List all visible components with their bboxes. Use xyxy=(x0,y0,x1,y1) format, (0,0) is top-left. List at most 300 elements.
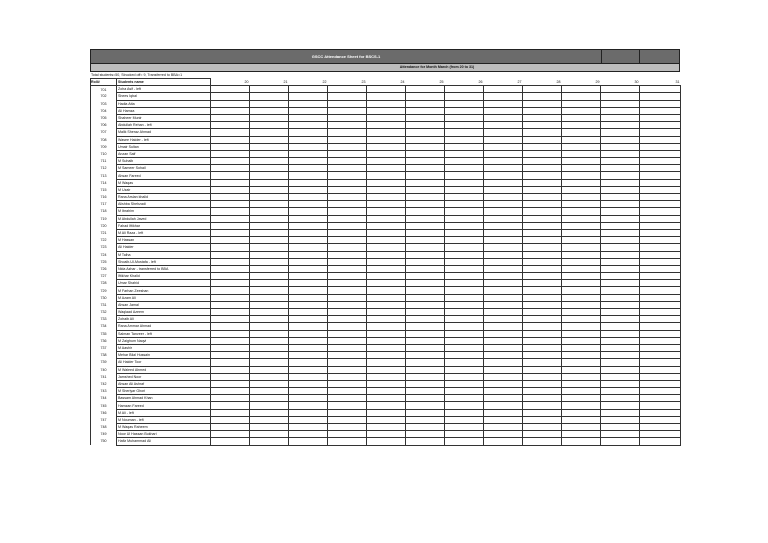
attendance-cell-24[interactable] xyxy=(367,194,406,201)
attendance-cell-22[interactable] xyxy=(289,258,328,265)
attendance-cell-22[interactable] xyxy=(289,287,328,294)
attendance-cell-31[interactable] xyxy=(640,416,681,423)
attendance-cell-23[interactable] xyxy=(328,222,367,229)
attendance-cell-30[interactable] xyxy=(601,251,640,258)
attendance-cell-20[interactable] xyxy=(211,208,250,215)
attendance-cell-29[interactable] xyxy=(562,114,601,121)
attendance-cell-26[interactable] xyxy=(445,150,484,157)
attendance-cell-26[interactable] xyxy=(445,186,484,193)
attendance-cell-21[interactable] xyxy=(250,179,289,186)
attendance-cell-27[interactable] xyxy=(484,438,523,445)
attendance-cell-30[interactable] xyxy=(601,136,640,143)
attendance-cell-22[interactable] xyxy=(289,273,328,280)
attendance-cell-25[interactable] xyxy=(406,179,445,186)
attendance-cell-22[interactable] xyxy=(289,222,328,229)
attendance-cell-31[interactable] xyxy=(640,330,681,337)
attendance-cell-24[interactable] xyxy=(367,316,406,323)
attendance-cell-20[interactable] xyxy=(211,158,250,165)
attendance-cell-31[interactable] xyxy=(640,150,681,157)
attendance-cell-26[interactable] xyxy=(445,222,484,229)
attendance-cell-24[interactable] xyxy=(367,359,406,366)
attendance-cell-26[interactable] xyxy=(445,337,484,344)
attendance-cell-27[interactable] xyxy=(484,100,523,107)
attendance-cell-22[interactable] xyxy=(289,208,328,215)
attendance-cell-31[interactable] xyxy=(640,158,681,165)
attendance-cell-23[interactable] xyxy=(328,359,367,366)
attendance-cell-24[interactable] xyxy=(367,337,406,344)
attendance-cell-21[interactable] xyxy=(250,301,289,308)
attendance-cell-21[interactable] xyxy=(250,201,289,208)
attendance-cell-22[interactable] xyxy=(289,251,328,258)
attendance-cell-20[interactable] xyxy=(211,86,250,93)
attendance-cell-28[interactable] xyxy=(523,409,562,416)
attendance-cell-27[interactable] xyxy=(484,150,523,157)
attendance-cell-21[interactable] xyxy=(250,129,289,136)
attendance-cell-25[interactable] xyxy=(406,330,445,337)
attendance-cell-28[interactable] xyxy=(523,273,562,280)
attendance-cell-22[interactable] xyxy=(289,395,328,402)
attendance-cell-21[interactable] xyxy=(250,287,289,294)
attendance-cell-30[interactable] xyxy=(601,402,640,409)
attendance-cell-28[interactable] xyxy=(523,114,562,121)
attendance-cell-25[interactable] xyxy=(406,424,445,431)
attendance-cell-30[interactable] xyxy=(601,323,640,330)
attendance-cell-29[interactable] xyxy=(562,265,601,272)
attendance-cell-29[interactable] xyxy=(562,208,601,215)
attendance-cell-25[interactable] xyxy=(406,129,445,136)
attendance-cell-26[interactable] xyxy=(445,143,484,150)
attendance-cell-25[interactable] xyxy=(406,373,445,380)
attendance-cell-27[interactable] xyxy=(484,194,523,201)
attendance-cell-20[interactable] xyxy=(211,165,250,172)
attendance-cell-22[interactable] xyxy=(289,194,328,201)
attendance-cell-24[interactable] xyxy=(367,86,406,93)
attendance-cell-21[interactable] xyxy=(250,122,289,129)
attendance-cell-28[interactable] xyxy=(523,280,562,287)
attendance-cell-20[interactable] xyxy=(211,122,250,129)
attendance-cell-21[interactable] xyxy=(250,316,289,323)
attendance-cell-29[interactable] xyxy=(562,294,601,301)
attendance-cell-21[interactable] xyxy=(250,280,289,287)
attendance-cell-20[interactable] xyxy=(211,323,250,330)
attendance-cell-30[interactable] xyxy=(601,150,640,157)
attendance-cell-28[interactable] xyxy=(523,352,562,359)
attendance-cell-27[interactable] xyxy=(484,395,523,402)
attendance-cell-26[interactable] xyxy=(445,424,484,431)
attendance-cell-26[interactable] xyxy=(445,316,484,323)
attendance-cell-30[interactable] xyxy=(601,194,640,201)
attendance-cell-23[interactable] xyxy=(328,344,367,351)
attendance-cell-22[interactable] xyxy=(289,424,328,431)
attendance-cell-22[interactable] xyxy=(289,388,328,395)
attendance-cell-23[interactable] xyxy=(328,86,367,93)
attendance-cell-31[interactable] xyxy=(640,359,681,366)
attendance-cell-22[interactable] xyxy=(289,237,328,244)
attendance-cell-22[interactable] xyxy=(289,129,328,136)
attendance-cell-28[interactable] xyxy=(523,330,562,337)
attendance-cell-24[interactable] xyxy=(367,438,406,445)
attendance-cell-24[interactable] xyxy=(367,380,406,387)
attendance-cell-29[interactable] xyxy=(562,107,601,114)
attendance-cell-21[interactable] xyxy=(250,208,289,215)
attendance-cell-23[interactable] xyxy=(328,323,367,330)
attendance-cell-24[interactable] xyxy=(367,229,406,236)
attendance-cell-30[interactable] xyxy=(601,158,640,165)
attendance-cell-30[interactable] xyxy=(601,273,640,280)
attendance-cell-30[interactable] xyxy=(601,280,640,287)
attendance-cell-27[interactable] xyxy=(484,201,523,208)
attendance-cell-30[interactable] xyxy=(601,352,640,359)
attendance-cell-20[interactable] xyxy=(211,229,250,236)
attendance-cell-24[interactable] xyxy=(367,150,406,157)
attendance-cell-25[interactable] xyxy=(406,352,445,359)
attendance-cell-28[interactable] xyxy=(523,100,562,107)
attendance-cell-29[interactable] xyxy=(562,316,601,323)
attendance-cell-29[interactable] xyxy=(562,158,601,165)
attendance-cell-29[interactable] xyxy=(562,388,601,395)
attendance-cell-20[interactable] xyxy=(211,258,250,265)
attendance-cell-22[interactable] xyxy=(289,143,328,150)
attendance-cell-30[interactable] xyxy=(601,179,640,186)
attendance-cell-21[interactable] xyxy=(250,424,289,431)
attendance-cell-24[interactable] xyxy=(367,143,406,150)
attendance-cell-30[interactable] xyxy=(601,359,640,366)
attendance-cell-21[interactable] xyxy=(250,158,289,165)
attendance-cell-30[interactable] xyxy=(601,330,640,337)
attendance-cell-21[interactable] xyxy=(250,359,289,366)
attendance-cell-31[interactable] xyxy=(640,273,681,280)
attendance-cell-31[interactable] xyxy=(640,86,681,93)
attendance-cell-26[interactable] xyxy=(445,373,484,380)
attendance-cell-20[interactable] xyxy=(211,337,250,344)
attendance-cell-25[interactable] xyxy=(406,93,445,100)
attendance-cell-26[interactable] xyxy=(445,359,484,366)
attendance-cell-26[interactable] xyxy=(445,287,484,294)
attendance-cell-27[interactable] xyxy=(484,215,523,222)
attendance-cell-26[interactable] xyxy=(445,194,484,201)
attendance-cell-26[interactable] xyxy=(445,273,484,280)
attendance-cell-31[interactable] xyxy=(640,373,681,380)
attendance-cell-25[interactable] xyxy=(406,395,445,402)
attendance-cell-24[interactable] xyxy=(367,237,406,244)
attendance-cell-23[interactable] xyxy=(328,258,367,265)
attendance-cell-21[interactable] xyxy=(250,309,289,316)
attendance-cell-28[interactable] xyxy=(523,402,562,409)
attendance-cell-23[interactable] xyxy=(328,309,367,316)
attendance-cell-22[interactable] xyxy=(289,337,328,344)
attendance-cell-26[interactable] xyxy=(445,107,484,114)
attendance-cell-26[interactable] xyxy=(445,165,484,172)
attendance-cell-25[interactable] xyxy=(406,431,445,438)
attendance-cell-24[interactable] xyxy=(367,251,406,258)
attendance-cell-22[interactable] xyxy=(289,229,328,236)
attendance-cell-28[interactable] xyxy=(523,388,562,395)
attendance-cell-31[interactable] xyxy=(640,280,681,287)
attendance-cell-30[interactable] xyxy=(601,438,640,445)
attendance-cell-26[interactable] xyxy=(445,265,484,272)
attendance-cell-21[interactable] xyxy=(250,323,289,330)
attendance-cell-27[interactable] xyxy=(484,380,523,387)
attendance-cell-23[interactable] xyxy=(328,100,367,107)
attendance-cell-22[interactable] xyxy=(289,409,328,416)
attendance-cell-31[interactable] xyxy=(640,337,681,344)
attendance-cell-21[interactable] xyxy=(250,229,289,236)
attendance-cell-27[interactable] xyxy=(484,366,523,373)
attendance-cell-22[interactable] xyxy=(289,165,328,172)
attendance-cell-26[interactable] xyxy=(445,438,484,445)
attendance-cell-23[interactable] xyxy=(328,287,367,294)
attendance-cell-28[interactable] xyxy=(523,416,562,423)
attendance-cell-23[interactable] xyxy=(328,273,367,280)
attendance-cell-23[interactable] xyxy=(328,186,367,193)
attendance-cell-21[interactable] xyxy=(250,237,289,244)
attendance-cell-23[interactable] xyxy=(328,244,367,251)
attendance-cell-23[interactable] xyxy=(328,352,367,359)
attendance-cell-30[interactable] xyxy=(601,294,640,301)
attendance-cell-27[interactable] xyxy=(484,416,523,423)
attendance-cell-27[interactable] xyxy=(484,208,523,215)
attendance-cell-28[interactable] xyxy=(523,316,562,323)
attendance-cell-24[interactable] xyxy=(367,309,406,316)
attendance-cell-27[interactable] xyxy=(484,222,523,229)
attendance-cell-27[interactable] xyxy=(484,244,523,251)
attendance-cell-22[interactable] xyxy=(289,438,328,445)
attendance-cell-25[interactable] xyxy=(406,366,445,373)
attendance-cell-29[interactable] xyxy=(562,323,601,330)
attendance-cell-27[interactable] xyxy=(484,165,523,172)
attendance-cell-28[interactable] xyxy=(523,244,562,251)
attendance-cell-26[interactable] xyxy=(445,244,484,251)
attendance-cell-31[interactable] xyxy=(640,129,681,136)
attendance-cell-26[interactable] xyxy=(445,215,484,222)
attendance-cell-21[interactable] xyxy=(250,402,289,409)
attendance-cell-21[interactable] xyxy=(250,273,289,280)
attendance-cell-20[interactable] xyxy=(211,251,250,258)
attendance-cell-31[interactable] xyxy=(640,93,681,100)
attendance-cell-25[interactable] xyxy=(406,136,445,143)
attendance-cell-24[interactable] xyxy=(367,280,406,287)
attendance-cell-25[interactable] xyxy=(406,409,445,416)
attendance-cell-29[interactable] xyxy=(562,215,601,222)
attendance-cell-21[interactable] xyxy=(250,165,289,172)
attendance-cell-29[interactable] xyxy=(562,237,601,244)
attendance-cell-25[interactable] xyxy=(406,380,445,387)
attendance-cell-24[interactable] xyxy=(367,265,406,272)
attendance-cell-31[interactable] xyxy=(640,265,681,272)
attendance-cell-27[interactable] xyxy=(484,402,523,409)
attendance-cell-28[interactable] xyxy=(523,201,562,208)
attendance-cell-24[interactable] xyxy=(367,100,406,107)
attendance-cell-26[interactable] xyxy=(445,158,484,165)
attendance-cell-29[interactable] xyxy=(562,122,601,129)
attendance-cell-31[interactable] xyxy=(640,380,681,387)
attendance-cell-27[interactable] xyxy=(484,409,523,416)
attendance-cell-26[interactable] xyxy=(445,100,484,107)
attendance-cell-21[interactable] xyxy=(250,222,289,229)
attendance-cell-25[interactable] xyxy=(406,388,445,395)
attendance-cell-27[interactable] xyxy=(484,114,523,121)
attendance-cell-31[interactable] xyxy=(640,316,681,323)
attendance-cell-23[interactable] xyxy=(328,431,367,438)
attendance-cell-20[interactable] xyxy=(211,316,250,323)
attendance-cell-25[interactable] xyxy=(406,86,445,93)
attendance-cell-31[interactable] xyxy=(640,114,681,121)
attendance-cell-23[interactable] xyxy=(328,179,367,186)
attendance-cell-21[interactable] xyxy=(250,251,289,258)
attendance-cell-22[interactable] xyxy=(289,107,328,114)
attendance-cell-23[interactable] xyxy=(328,316,367,323)
attendance-cell-30[interactable] xyxy=(601,301,640,308)
attendance-cell-29[interactable] xyxy=(562,165,601,172)
attendance-cell-22[interactable] xyxy=(289,316,328,323)
attendance-cell-23[interactable] xyxy=(328,373,367,380)
attendance-cell-28[interactable] xyxy=(523,438,562,445)
attendance-cell-31[interactable] xyxy=(640,172,681,179)
attendance-cell-21[interactable] xyxy=(250,136,289,143)
attendance-cell-20[interactable] xyxy=(211,309,250,316)
attendance-cell-27[interactable] xyxy=(484,359,523,366)
attendance-cell-21[interactable] xyxy=(250,215,289,222)
attendance-cell-26[interactable] xyxy=(445,431,484,438)
attendance-cell-25[interactable] xyxy=(406,172,445,179)
attendance-cell-29[interactable] xyxy=(562,186,601,193)
attendance-cell-28[interactable] xyxy=(523,309,562,316)
attendance-cell-20[interactable] xyxy=(211,352,250,359)
attendance-cell-28[interactable] xyxy=(523,165,562,172)
attendance-cell-24[interactable] xyxy=(367,416,406,423)
attendance-cell-24[interactable] xyxy=(367,129,406,136)
attendance-cell-21[interactable] xyxy=(250,431,289,438)
attendance-cell-23[interactable] xyxy=(328,136,367,143)
attendance-cell-27[interactable] xyxy=(484,158,523,165)
attendance-cell-24[interactable] xyxy=(367,201,406,208)
attendance-cell-21[interactable] xyxy=(250,366,289,373)
attendance-cell-25[interactable] xyxy=(406,194,445,201)
attendance-cell-25[interactable] xyxy=(406,309,445,316)
attendance-cell-27[interactable] xyxy=(484,93,523,100)
attendance-cell-31[interactable] xyxy=(640,186,681,193)
attendance-cell-24[interactable] xyxy=(367,208,406,215)
attendance-cell-23[interactable] xyxy=(328,93,367,100)
attendance-cell-24[interactable] xyxy=(367,222,406,229)
attendance-cell-24[interactable] xyxy=(367,373,406,380)
attendance-cell-20[interactable] xyxy=(211,280,250,287)
attendance-cell-26[interactable] xyxy=(445,395,484,402)
attendance-cell-25[interactable] xyxy=(406,301,445,308)
attendance-cell-28[interactable] xyxy=(523,129,562,136)
attendance-cell-31[interactable] xyxy=(640,122,681,129)
attendance-cell-30[interactable] xyxy=(601,237,640,244)
attendance-cell-25[interactable] xyxy=(406,237,445,244)
attendance-cell-31[interactable] xyxy=(640,287,681,294)
attendance-cell-23[interactable] xyxy=(328,229,367,236)
attendance-cell-29[interactable] xyxy=(562,380,601,387)
attendance-cell-24[interactable] xyxy=(367,186,406,193)
attendance-cell-22[interactable] xyxy=(289,93,328,100)
attendance-cell-31[interactable] xyxy=(640,431,681,438)
attendance-cell-23[interactable] xyxy=(328,172,367,179)
attendance-cell-31[interactable] xyxy=(640,215,681,222)
attendance-cell-24[interactable] xyxy=(367,409,406,416)
attendance-cell-22[interactable] xyxy=(289,122,328,129)
attendance-cell-27[interactable] xyxy=(484,129,523,136)
attendance-cell-29[interactable] xyxy=(562,287,601,294)
attendance-cell-28[interactable] xyxy=(523,93,562,100)
attendance-cell-28[interactable] xyxy=(523,395,562,402)
attendance-cell-30[interactable] xyxy=(601,222,640,229)
attendance-cell-28[interactable] xyxy=(523,301,562,308)
attendance-cell-29[interactable] xyxy=(562,330,601,337)
attendance-cell-26[interactable] xyxy=(445,388,484,395)
attendance-cell-28[interactable] xyxy=(523,86,562,93)
attendance-cell-22[interactable] xyxy=(289,215,328,222)
attendance-cell-20[interactable] xyxy=(211,172,250,179)
attendance-cell-23[interactable] xyxy=(328,129,367,136)
attendance-cell-28[interactable] xyxy=(523,373,562,380)
attendance-cell-22[interactable] xyxy=(289,431,328,438)
attendance-cell-20[interactable] xyxy=(211,273,250,280)
attendance-cell-24[interactable] xyxy=(367,323,406,330)
attendance-cell-23[interactable] xyxy=(328,237,367,244)
attendance-cell-30[interactable] xyxy=(601,316,640,323)
attendance-cell-25[interactable] xyxy=(406,165,445,172)
attendance-cell-31[interactable] xyxy=(640,251,681,258)
attendance-cell-23[interactable] xyxy=(328,366,367,373)
attendance-cell-21[interactable] xyxy=(250,388,289,395)
attendance-cell-24[interactable] xyxy=(367,344,406,351)
attendance-cell-31[interactable] xyxy=(640,344,681,351)
attendance-cell-23[interactable] xyxy=(328,416,367,423)
attendance-cell-27[interactable] xyxy=(484,280,523,287)
attendance-cell-23[interactable] xyxy=(328,201,367,208)
attendance-cell-25[interactable] xyxy=(406,107,445,114)
attendance-cell-24[interactable] xyxy=(367,158,406,165)
attendance-cell-28[interactable] xyxy=(523,265,562,272)
attendance-cell-27[interactable] xyxy=(484,229,523,236)
attendance-cell-26[interactable] xyxy=(445,366,484,373)
attendance-cell-27[interactable] xyxy=(484,316,523,323)
attendance-cell-25[interactable] xyxy=(406,114,445,121)
attendance-cell-28[interactable] xyxy=(523,136,562,143)
attendance-cell-28[interactable] xyxy=(523,107,562,114)
attendance-cell-29[interactable] xyxy=(562,273,601,280)
attendance-cell-22[interactable] xyxy=(289,294,328,301)
attendance-cell-21[interactable] xyxy=(250,330,289,337)
attendance-cell-26[interactable] xyxy=(445,294,484,301)
attendance-cell-30[interactable] xyxy=(601,409,640,416)
attendance-cell-26[interactable] xyxy=(445,179,484,186)
attendance-cell-24[interactable] xyxy=(367,215,406,222)
attendance-cell-28[interactable] xyxy=(523,344,562,351)
attendance-cell-23[interactable] xyxy=(328,194,367,201)
attendance-cell-30[interactable] xyxy=(601,265,640,272)
attendance-cell-24[interactable] xyxy=(367,93,406,100)
attendance-cell-22[interactable] xyxy=(289,179,328,186)
attendance-cell-27[interactable] xyxy=(484,323,523,330)
attendance-cell-21[interactable] xyxy=(250,244,289,251)
attendance-cell-22[interactable] xyxy=(289,301,328,308)
attendance-cell-26[interactable] xyxy=(445,380,484,387)
attendance-cell-30[interactable] xyxy=(601,337,640,344)
attendance-cell-26[interactable] xyxy=(445,344,484,351)
attendance-cell-31[interactable] xyxy=(640,388,681,395)
attendance-cell-24[interactable] xyxy=(367,172,406,179)
attendance-cell-21[interactable] xyxy=(250,416,289,423)
attendance-cell-31[interactable] xyxy=(640,244,681,251)
attendance-cell-29[interactable] xyxy=(562,93,601,100)
attendance-cell-23[interactable] xyxy=(328,150,367,157)
attendance-cell-30[interactable] xyxy=(601,424,640,431)
